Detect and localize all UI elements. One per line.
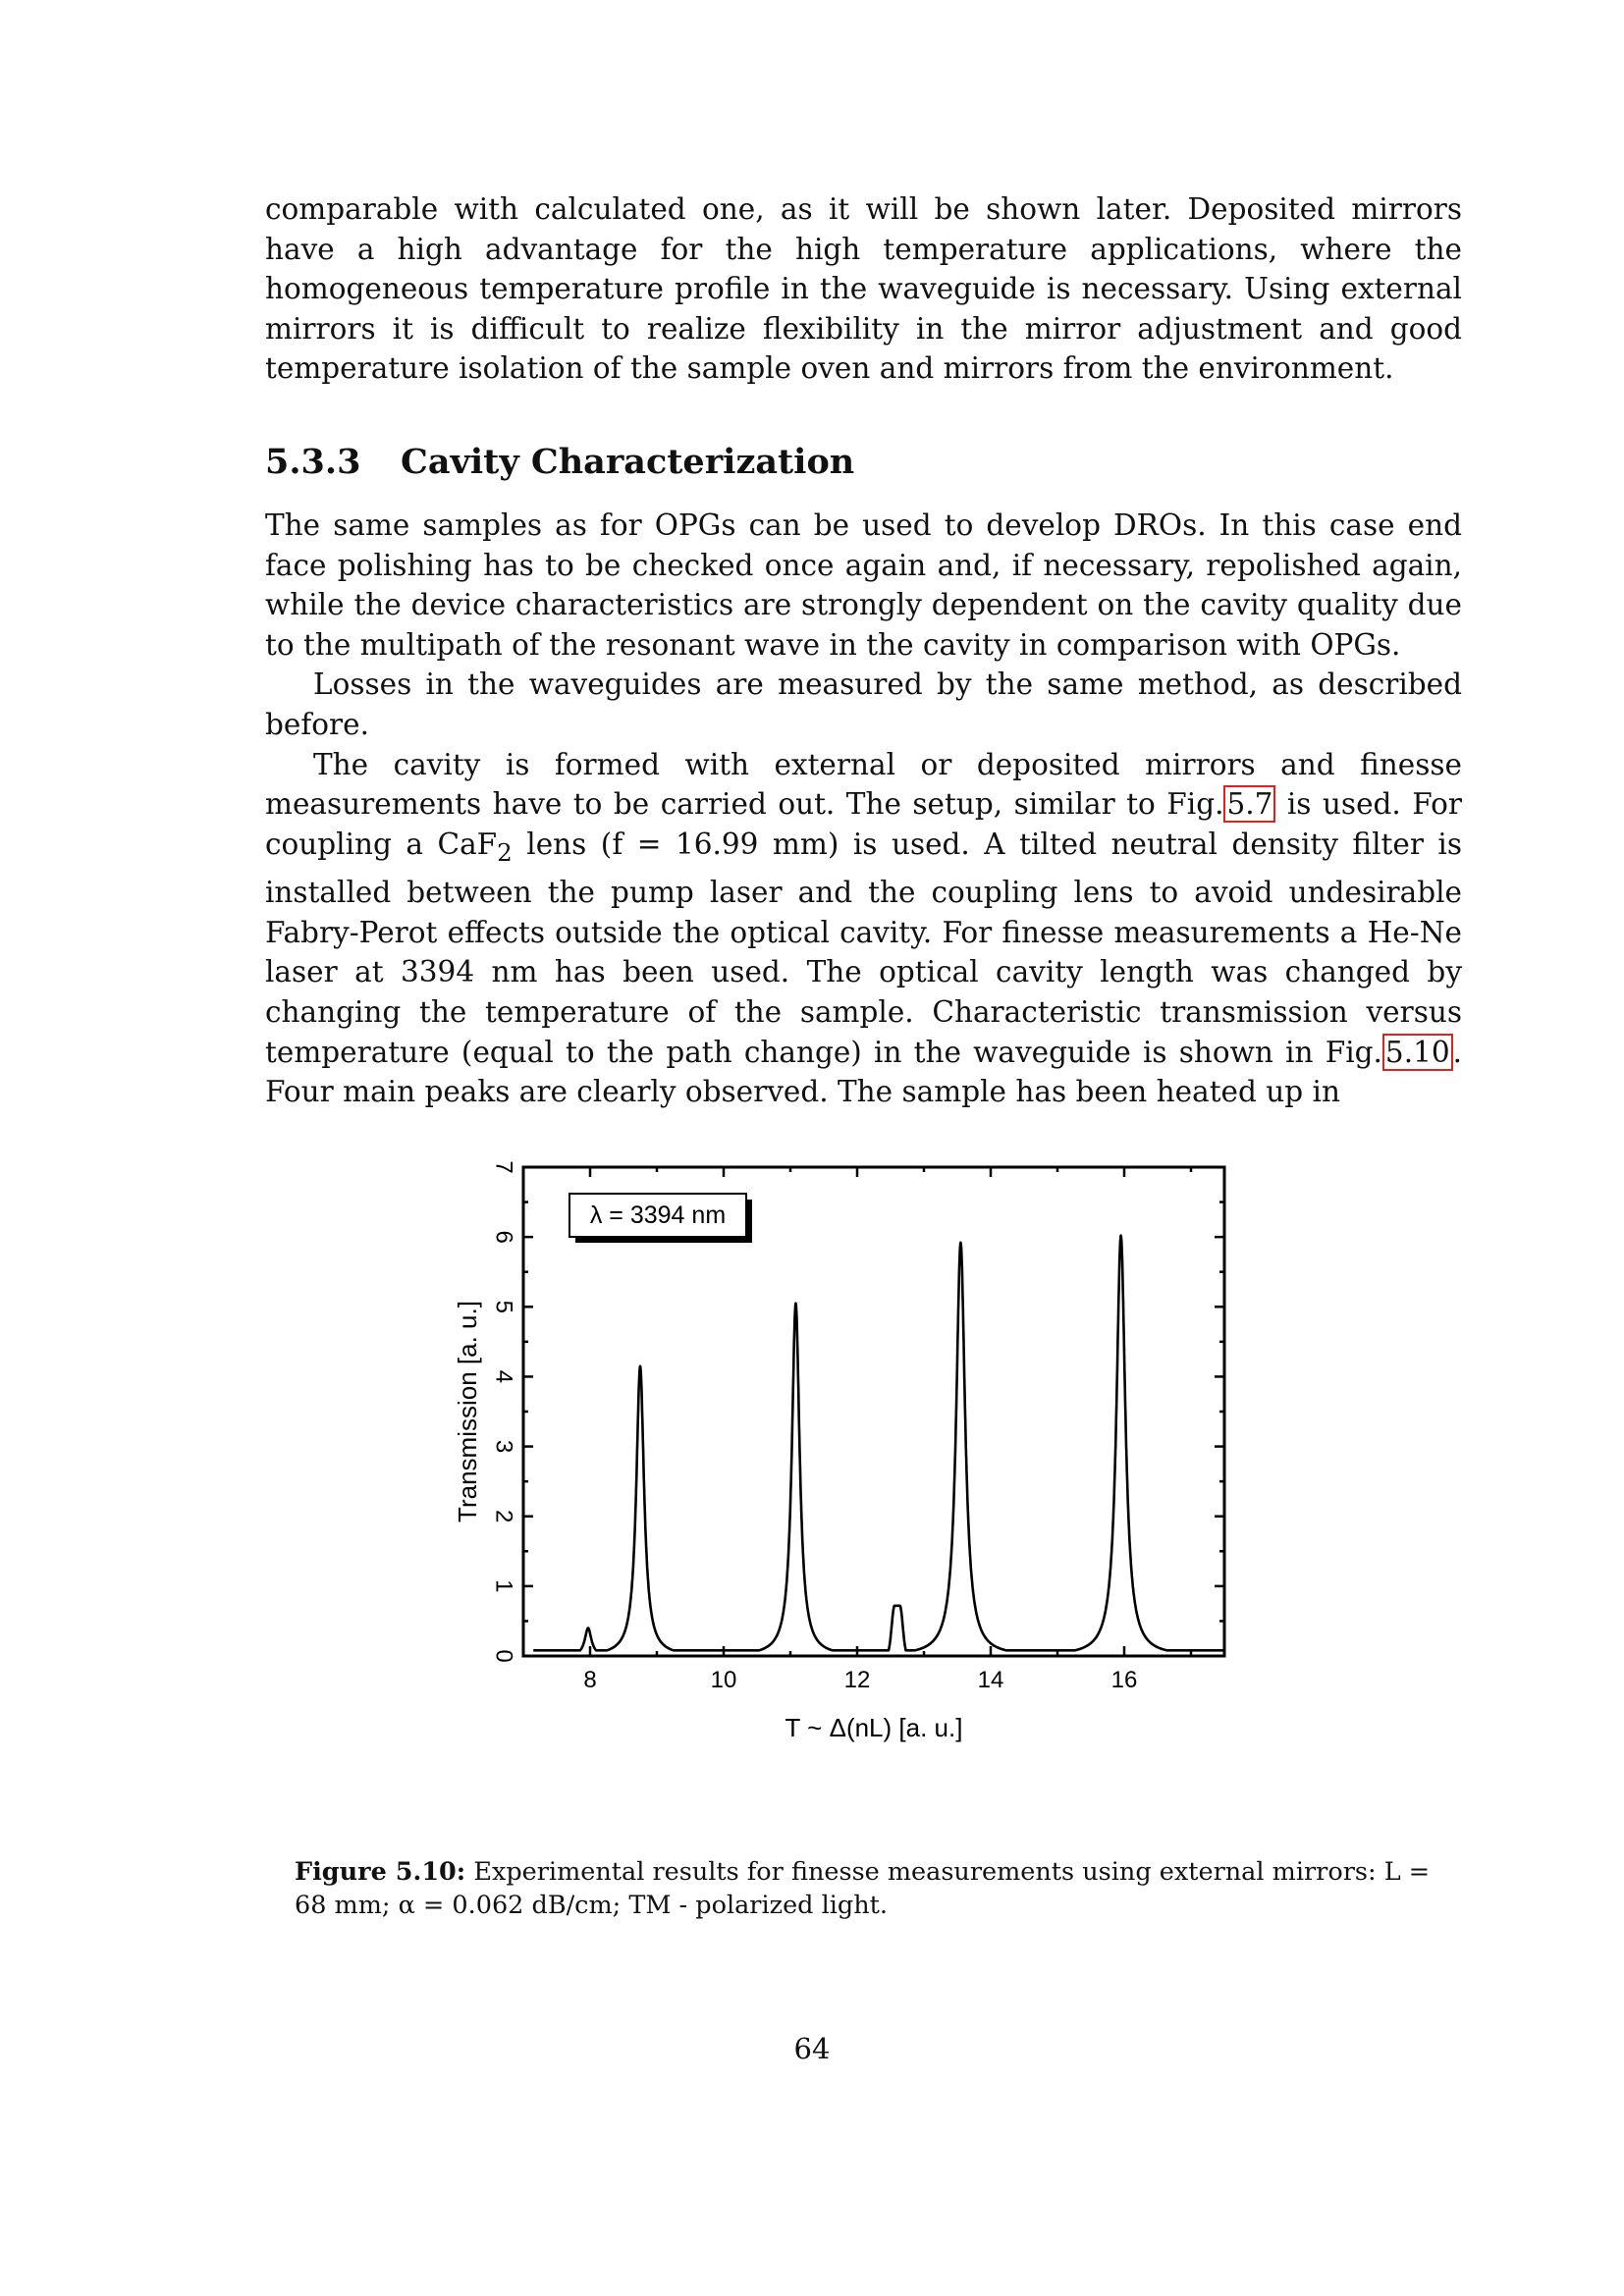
figure-caption — [295, 1855, 1434, 1922]
section-number: 5.3.3 — [265, 442, 361, 482]
x-tick-label: 8 — [583, 1667, 597, 1693]
page-number: 64 — [793, 2032, 831, 2065]
y-tick-label: 4 — [490, 1369, 517, 1384]
section-body — [265, 506, 1462, 1112]
caption-label: Figure 5.10: — [295, 1857, 466, 1887]
transmission-chart — [422, 1129, 1257, 1777]
section-heading — [265, 442, 854, 482]
x-tick-label: 10 — [710, 1667, 737, 1693]
x-tick-label: 12 — [843, 1667, 871, 1693]
figure-ref-5-10[interactable]: 5.10 — [1382, 1034, 1453, 1071]
transmission-series-line — [533, 1236, 1224, 1651]
intro-text: comparable with calculated one, as it will be shown later. Deposited mirrors have a high advantage for the high temperature applications, where the homogeneous temperature profile in the waveguide is necessary. Using external mirrors it is difficult to realize flexibility in the mirror adjustment and good temperature isolation of the sample oven and mirrors from the environment. — [265, 192, 1462, 386]
caption-text: Experimental results for finesse measurements using external mirrors: L = 68 mm; α = 0.062 dB/cm; TM - polarized light. — [295, 1857, 1431, 1920]
x-axis-label: T ~ Δ(nL) [a. u.] — [785, 1713, 963, 1742]
legend-label: λ = 3394 nm — [589, 1201, 727, 1229]
figure-ref-5-7[interactable]: 5.7 — [1223, 785, 1275, 823]
y-tick-label: 2 — [490, 1510, 517, 1523]
y-tick-label: 0 — [490, 1649, 517, 1663]
y-tick-label: 6 — [490, 1230, 517, 1244]
x-tick-label: 14 — [977, 1667, 1004, 1693]
figure-5-10 — [422, 1129, 1257, 1777]
paragraph-1: The same samples as for OPGs can be used to develop DROs. In this case end face polishing has to be checked once again and, if necessary, repolished again, while the device characteristics are strongly dependent on the cavity quality due to the multipath of the resonant wave in the cavity in comparison with OPGs. — [265, 508, 1462, 662]
paragraph-3-text-d: . Four main peaks are clearly observed. The sample has been heated up in — [265, 1035, 1462, 1109]
y-tick-label: 1 — [490, 1579, 517, 1593]
y-axis-label: Transmission [a. u.] — [453, 1301, 482, 1522]
paragraph-3-text-c: lens (f = 16.99 mm) is used. A tilted neutral density filter is installed between the pump laser and the coupling lens to avoid undesirable Fabry-Perot effects outside the optical cavity. For finesse measurements a He-Ne laser at 3394 nm has been used. The optical cavity length was changed by changing the temperature of the sample. Characteristic transmission versus temperature (equal to the path change) in the waveguide is shown in Fig. — [265, 827, 1462, 1069]
x-tick-label: 16 — [1110, 1667, 1138, 1693]
paragraph-3-text-b: is used. For coupling a CaF — [265, 787, 1462, 861]
intro-paragraph — [265, 189, 1462, 389]
y-tick-label: 5 — [490, 1300, 517, 1313]
paragraph-2: Losses in the waveguides are measured by the same method, as described before. — [265, 667, 1462, 741]
paragraph-3 — [265, 745, 1462, 1112]
paragraph-3-text-a: The cavity is formed with external or deposited mirrors and finesse measurements have to be carried out. The setup, similar to Fig. — [265, 747, 1462, 822]
y-tick-label: 7 — [490, 1160, 517, 1174]
subscript-2: 2 — [497, 837, 513, 867]
y-tick-label: 3 — [490, 1439, 517, 1454]
section-title: Cavity Characterization — [401, 442, 855, 482]
